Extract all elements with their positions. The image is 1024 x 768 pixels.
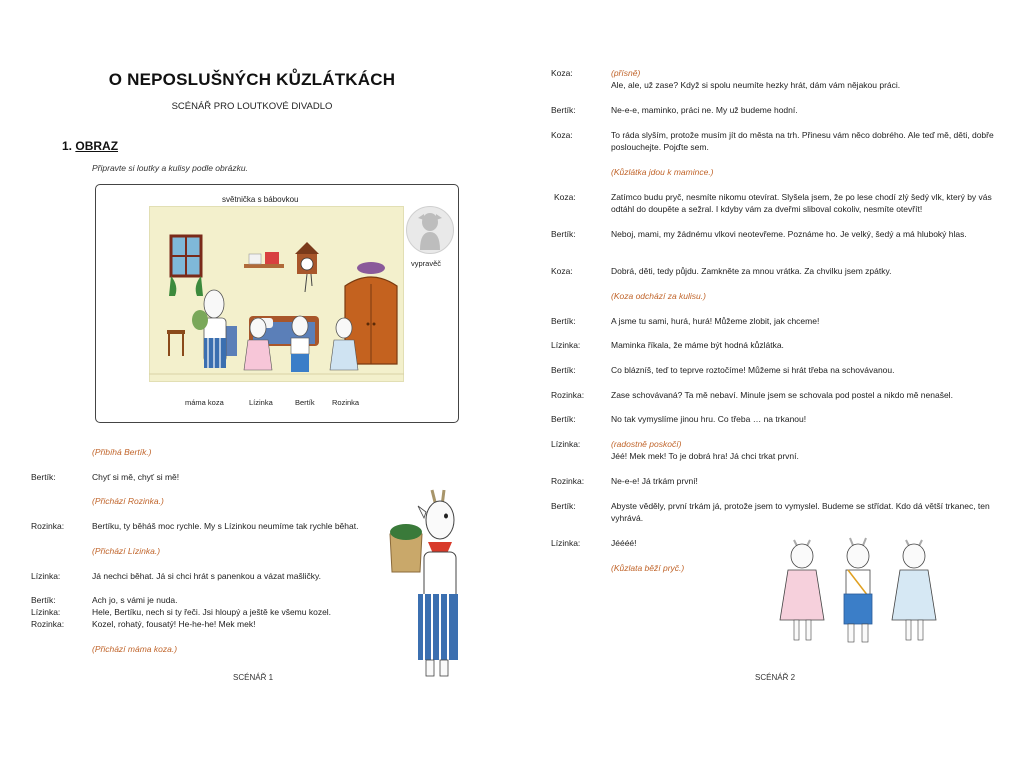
instruction-text: Připravte si loutky a kulisy podle obrázku. bbox=[92, 163, 248, 173]
document-title: O NEPOSLUŠNÝCH KŮZLÁTKÁCH bbox=[108, 70, 396, 89]
stage-direction: (radostně poskočí) bbox=[611, 439, 682, 449]
section-name: OBRAZ bbox=[75, 139, 119, 153]
mother-goat-image bbox=[192, 290, 226, 368]
page-footer: SCÉNÁŘ 2 bbox=[755, 673, 796, 682]
section-heading bbox=[62, 139, 118, 153]
basket-image bbox=[357, 262, 385, 274]
lizinka-goat-image bbox=[780, 540, 824, 640]
page-footer: SCÉNÁŘ 1 bbox=[233, 673, 274, 682]
dialogue-line: Chyť si mě, chyť si mě! bbox=[92, 472, 180, 482]
dialogue-line: No tak vymyslíme jinou hru. Co třeba … na trkanou! bbox=[611, 414, 807, 424]
speaker-name: Rozinka: bbox=[551, 476, 585, 486]
speaker-name: Bertík: bbox=[31, 595, 56, 605]
stage-direction: (Přichází Rozinka.) bbox=[92, 496, 164, 506]
speaker-name: Bertík: bbox=[551, 316, 576, 326]
dialogue-line: Zatímco budu pryč, nesmíte nikomu otevírat. Slyšela jsem, že po lese chodí zlý šedý vlk, který by vás odtáhl do doupěte a sežral. I kdyby vám za dveřmi sliboval cokoliv, nesmíte otevřít! bbox=[611, 192, 992, 214]
speaker-name: Bertík: bbox=[551, 365, 576, 375]
dialogue-line: Jéééé! bbox=[611, 538, 637, 548]
three-kids-goats-image bbox=[780, 536, 940, 648]
dialogue-line: Kozel, rohatý, fousatý! He-he-he! Mek mek! bbox=[92, 619, 256, 629]
speaker-name: Koza: bbox=[551, 266, 573, 276]
speaker-name: Rozinka: bbox=[31, 521, 65, 531]
document-subtitle: SCÉNÁŘ PRO LOUTKOVÉ DIVADLO bbox=[171, 101, 333, 112]
scene-goat-puppets bbox=[170, 280, 370, 392]
character-label-mama-koza: máma koza bbox=[185, 398, 224, 407]
speaker-name: Bertík: bbox=[551, 414, 576, 424]
scene-caption: světnička s bábovkou bbox=[222, 195, 299, 204]
section-number: 1. bbox=[62, 139, 73, 153]
dialogue-line: Dobrá, děti, tedy půjdu. Zamkněte za mnou vrátka. Za chvilku jsem zpátky. bbox=[611, 266, 892, 276]
dialogue-line: Neboj, mami, my žádnému vlkovi neotevřeme. Poznáme ho. Je velký, šedý a má hluboký hlas. bbox=[611, 229, 967, 239]
speaker-name: Koza: bbox=[551, 130, 573, 140]
speaker-name: Lízinka: bbox=[551, 340, 581, 350]
character-label-bertik: Bertík bbox=[295, 398, 315, 407]
stage-direction: (Přichází máma koza.) bbox=[92, 644, 178, 654]
stage-direction: (přísně) bbox=[611, 68, 641, 78]
speaker-name: Bertík: bbox=[31, 472, 56, 482]
character-label-lizinka: Lízinka bbox=[249, 398, 273, 407]
dialogue-line: Ale, ale, už zase? Když si spolu neumíte hezky hrát, dám vám nějakou práci. bbox=[611, 80, 901, 90]
speaker-name: Rozinka: bbox=[551, 390, 585, 400]
speaker-name: Rozinka: bbox=[31, 619, 65, 629]
speaker-name: Bertík: bbox=[551, 229, 576, 239]
dialogue-line: Já nechci běhat. Já si chci hrát s panenkou a vázat mašličky. bbox=[92, 571, 321, 581]
rozinka-goat-image bbox=[330, 318, 358, 370]
rozinka-goat-image bbox=[892, 540, 936, 640]
bertik-goat-image bbox=[844, 538, 872, 642]
speaker-name: Bertík: bbox=[551, 105, 576, 115]
speaker-name: Lízinka: bbox=[551, 538, 581, 548]
dialogue-line: Ne-e-e, maminko, práci ne. My už budeme hodní. bbox=[611, 105, 798, 115]
dialogue-line: Jéé! Mek mek! To je dobrá hra! Já chci trkat první. bbox=[611, 451, 799, 461]
speaker-name: Lízinka: bbox=[551, 439, 581, 449]
dialogue-line: Co blázníš, teď to teprve roztočíme! Můžeme si hrát třeba na schovávanou. bbox=[611, 365, 895, 375]
stage-direction: (Kůzlata běží pryč.) bbox=[611, 563, 685, 573]
dialogue-line: Maminka říkala, že máme být hodná kůzlátka. bbox=[611, 340, 784, 350]
dialogue-line: Ne-e-e! Já trkám první! bbox=[611, 476, 698, 486]
narrator-silhouette-icon bbox=[414, 210, 446, 250]
shelf-image bbox=[244, 252, 284, 268]
speaker-name: Bertík: bbox=[551, 501, 576, 511]
dialogue-line: Bertíku, ty běháš moc rychle. My s Lízinkou neumíme tak rychle běhat. bbox=[92, 521, 359, 531]
stage-direction: (Přichází Lízinka.) bbox=[92, 546, 161, 556]
dialogue-line: To ráda slyším, protože musím jít do města na trh. Přinesu vám něco dobrého. Ale teď mě, děti, dobře poslouchejte. Pojďte sem. bbox=[611, 130, 994, 152]
dialogue-line: Ach jo, s vámi je nuda. bbox=[92, 595, 178, 605]
speaker-name: Koza: bbox=[554, 192, 576, 202]
page-scenar-2 bbox=[512, 0, 1024, 768]
dialogue-line: Hele, Bertíku, nech si ty řeči. Jsi hloupý a ještě ke všemu kozel. bbox=[92, 607, 332, 617]
stage-direction: (Kůzlátka jdou k mamince.) bbox=[611, 167, 714, 177]
narrator-label: vypravěč bbox=[411, 259, 442, 268]
dialogue-line: A jsme tu sami, hurá, hurá! Můžeme zlobit, jak chceme! bbox=[611, 316, 820, 326]
dialogue-line: Zase schovávaná? Ta mě nebaví. Minule jsem se schovala pod postel a nikdo mě nenašel. bbox=[611, 390, 953, 400]
lizinka-goat-image bbox=[244, 318, 272, 370]
stage-direction: (Přibíhá Bertík.) bbox=[92, 447, 152, 457]
mother-goat-with-basket-image bbox=[388, 486, 472, 678]
speaker-name: Lízinka: bbox=[31, 607, 61, 617]
bertik-goat-image bbox=[291, 316, 309, 372]
speaker-name: Lízinka: bbox=[31, 571, 61, 581]
character-label-rozinka: Rozinka bbox=[332, 398, 360, 407]
dialogue-line: Abyste věděly, první trkám já, protože jsem to vymyslel. Budeme se střídat. Kdo dá větší trkanec, ten vyhrává. bbox=[611, 501, 990, 523]
speaker-name: Koza: bbox=[551, 68, 573, 78]
stage-direction: (Koza odchází za kulisu.) bbox=[611, 291, 706, 301]
